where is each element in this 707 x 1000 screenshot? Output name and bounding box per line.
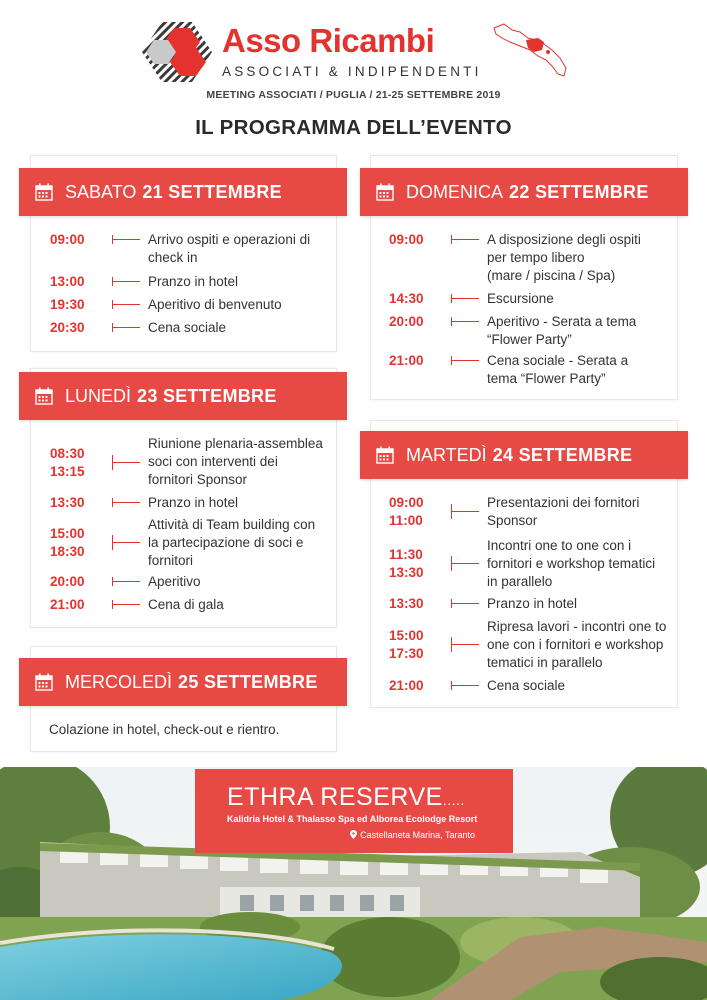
event-row — [50, 436, 323, 489]
day-date: 22 SETTEMBRE — [509, 181, 649, 202]
event-desc: one con i fornitori e workshop — [487, 637, 664, 652]
event-time: 20:30 — [50, 320, 85, 335]
event-time: 20:00 — [50, 574, 85, 589]
event-time: 11:30 — [389, 547, 423, 562]
venue-subtitle: Kalidria Hotel & Thalasso Spa ed Alborea Ecolodge Resort — [227, 814, 478, 824]
venue-box — [195, 769, 513, 853]
event-desc: Sponsor — [487, 513, 538, 528]
event-time: 15:00 — [389, 628, 424, 643]
calendar-icon — [35, 387, 53, 405]
event-desc: Ripresa lavori - incontri one to — [487, 619, 667, 634]
calendar-icon — [35, 183, 53, 201]
event-desc: Arrivo ospiti e operazioni di — [148, 232, 311, 247]
event-time: 19:30 — [50, 297, 85, 312]
event-time: 09:00 — [50, 232, 85, 247]
brand-name: Asso Ricambi — [222, 22, 435, 59]
event-time: 09:00 — [389, 495, 424, 510]
event-time-end: 13:15 — [50, 464, 85, 479]
event-row — [389, 538, 656, 591]
event-desc: Cena di gala — [148, 597, 224, 612]
event-time-end: 11:00 — [389, 513, 423, 528]
day-date: 25 SETTEMBRE — [178, 671, 318, 692]
venue-location — [350, 830, 475, 840]
event-row — [389, 619, 667, 672]
event-desc: soci con interventi dei — [148, 454, 278, 469]
event-desc: fornitori e workshop tematici — [487, 556, 656, 571]
event-time: 09:00 — [389, 232, 424, 247]
day-date: 21 SETTEMBRE — [142, 181, 282, 202]
calendar-icon — [376, 446, 394, 464]
event-row — [389, 494, 639, 530]
event-desc: Riunione plenaria-assemblea — [148, 436, 323, 451]
event-desc: Pranzo in hotel — [148, 274, 239, 289]
event-time: 21:00 — [389, 678, 424, 693]
calendar-icon — [35, 673, 53, 691]
venue-dots: ..... — [442, 792, 465, 808]
event-desc: (mare / piscina / Spa) — [487, 268, 616, 283]
event-time: 21:00 — [50, 597, 85, 612]
day-header-wednesday — [19, 658, 347, 706]
event-row — [389, 352, 628, 388]
event-time-end: 13:30 — [389, 565, 424, 580]
event-desc: in parallelo — [487, 574, 553, 589]
venue-location-text: Castellaneta Marina, Taranto — [360, 830, 475, 840]
event-desc: Incontri one to one con i — [487, 538, 632, 553]
event-desc: A disposizione degli ospiti — [487, 232, 641, 247]
event-row — [389, 677, 565, 695]
brand-logo — [140, 20, 590, 90]
event-row — [50, 494, 238, 512]
event-row — [389, 231, 641, 285]
event-time: 14:30 — [389, 291, 424, 306]
event-row — [50, 273, 238, 291]
event-desc: Attività di Team building con — [148, 517, 316, 532]
event-time: 08:30 — [50, 446, 85, 461]
event-desc: fornitori Sponsor — [148, 472, 248, 487]
day-header-sunday — [360, 168, 688, 216]
day-header-monday — [19, 372, 347, 420]
event-row — [50, 517, 316, 570]
event-desc: Presentazioni dei fornitori — [487, 495, 640, 510]
day-name: MERCOLEDÌ — [65, 671, 173, 692]
event-row — [50, 319, 226, 337]
event-row — [389, 313, 636, 349]
day-header-saturday — [19, 168, 347, 216]
logo-mark-icon — [140, 20, 214, 84]
day-date: 24 SETTEMBRE — [492, 444, 633, 465]
event-time: 15:00 — [50, 526, 85, 541]
event-desc: Aperitivo di benvenuto — [148, 297, 282, 312]
event-row — [50, 596, 224, 614]
event-row — [389, 290, 554, 308]
day-date: 23 SETTEMBRE — [137, 385, 277, 406]
event-desc: fornitori — [148, 553, 194, 568]
event-time: 13:30 — [389, 596, 424, 611]
event-desc: per tempo libero — [487, 250, 585, 265]
event-row — [50, 296, 282, 314]
event-desc: Cena sociale - Serata a — [487, 353, 629, 368]
event-desc: tema “Flower Party” — [487, 371, 606, 386]
event-time: 13:30 — [50, 495, 85, 510]
event-time: 21:00 — [389, 353, 424, 368]
event-desc: Cena sociale — [148, 320, 227, 335]
event-time-end: 18:30 — [50, 544, 85, 559]
day-header-tuesday — [360, 431, 688, 479]
event-time-end: 17:30 — [389, 646, 424, 661]
day-name: MARTEDÌ — [406, 444, 487, 465]
venue-name — [227, 783, 465, 812]
event-desc: la partecipazione di soci e — [148, 535, 304, 550]
brand-subtitle: ASSOCIATI & INDIPENDENTI — [222, 64, 482, 79]
event-desc: tematici in parallelo — [487, 655, 603, 670]
event-row — [389, 595, 577, 613]
event-desc: Cena sociale — [487, 678, 566, 693]
event-desc: Aperitivo - Serata a tema — [487, 314, 637, 329]
puglia-map-icon — [490, 20, 570, 80]
event-row — [50, 231, 310, 267]
event-time: 20:00 — [389, 314, 424, 329]
day-name: LUNEDÌ — [65, 385, 132, 406]
page-title: IL PROGRAMMA DELL’EVENTO — [195, 116, 512, 139]
location-pin-icon — [350, 830, 357, 839]
day-name: DOMENICA — [406, 181, 504, 202]
day-name: SABATO — [65, 181, 137, 202]
calendar-icon — [376, 183, 394, 201]
event-desc: check in — [148, 250, 198, 265]
day-description: Colazione in hotel, check-out e rientro. — [49, 722, 280, 737]
event-desc: Pranzo in hotel — [148, 495, 239, 510]
event-desc: “Flower Party” — [487, 332, 572, 347]
event-desc: Aperitivo — [148, 574, 201, 589]
event-row — [50, 573, 201, 591]
venue-title: ETHRA RESERVE — [227, 783, 443, 811]
event-desc: Pranzo in hotel — [487, 596, 578, 611]
meeting-info: MEETING ASSOCIATI / PUGLIA / 21-25 SETTEMBRE 2019 — [206, 89, 501, 101]
event-time: 13:00 — [50, 274, 85, 289]
event-desc: Escursione — [487, 291, 554, 306]
